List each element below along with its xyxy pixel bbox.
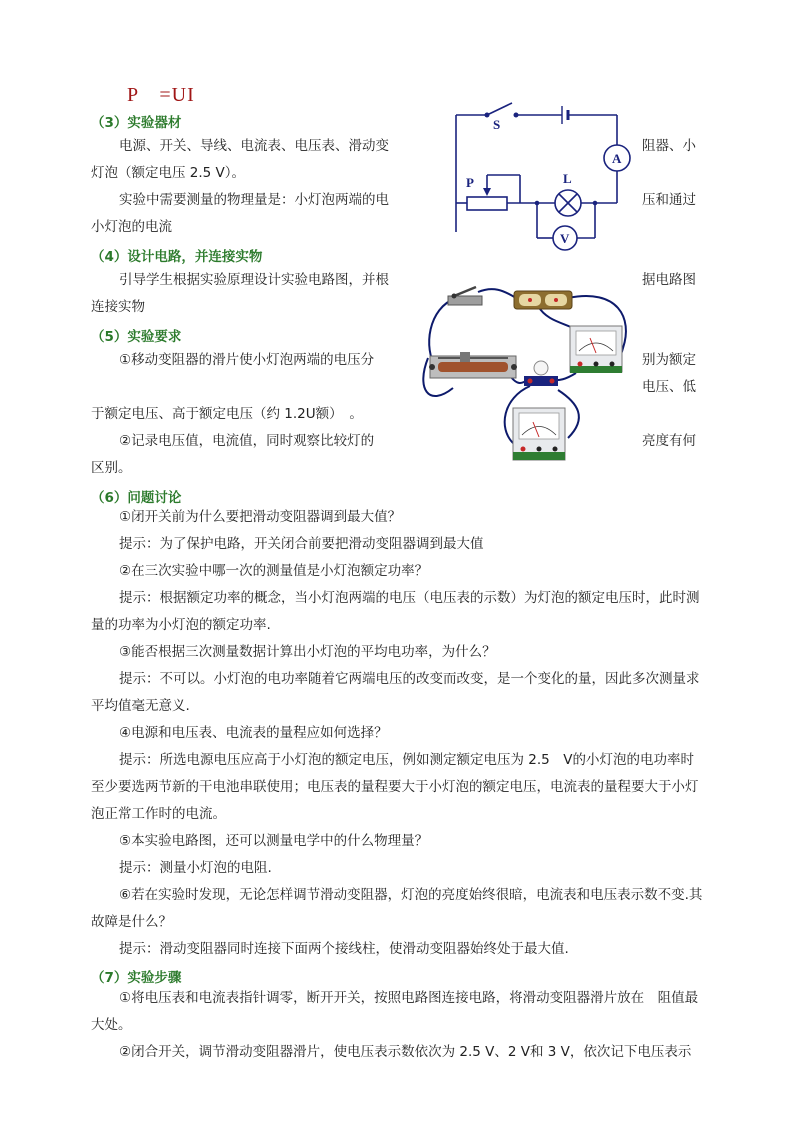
ammeter-label: A [612,151,622,166]
sec5-line-3: 于额定电压、高于额定电压（约 1.2U额） 。 [91,406,363,422]
sec3-line-1-right: 阻器、小 [642,138,696,154]
circuit-diagram [440,95,640,255]
sec3-line-4: 小灯泡的电流 [91,219,172,235]
lamp-label: L [563,171,572,186]
section-3-heading: （3）实验器材 [91,115,182,131]
sec4-line-1-right: 据电路图 [642,272,696,288]
sec5-line-2-right: 电压、低 [642,379,696,395]
switch-blade [487,103,512,115]
section-5-heading: （5）实验要求 [91,329,182,345]
sec3-line-3-right: 压和通过 [642,192,696,208]
answer-5: 提示：测量小灯泡的电阻. [119,860,272,876]
question-1: ①闭开关前为什么要把滑动变阻器调到最大值？ [119,509,402,525]
sec5-line-1-right: 别为额定 [642,352,696,368]
rheostat-symbol [467,197,507,210]
sec5-line-1: ①移动变阻器的滑片使小灯泡两端的电压分 [119,352,375,368]
sec5-line-4: ②记录电压值，电流值，同时观察比较灯的 [119,433,375,449]
sec5-line-4-right: 亮度有何 [642,433,696,449]
section-4-heading: （4）设计电路，并连接实物 [91,249,263,265]
sec3-line-2: 灯泡（额定电压 2.5 V）。 [91,165,246,181]
step-1: ①将电压表和电流表指针调零，断开开关，按照电路图连接电路，将滑动变阻器滑片放在 阻值最大处。 [91,990,699,1033]
step-2: ②闭合开关，调节滑动变阻器滑片，使电压表示数依次为 2.5 V、2 V和 3 V，依次记下电压表示 [119,1044,692,1060]
apparatus-illustration [418,278,640,466]
answer-3: 提示：不可以。小灯泡的电功率随着它两端电压的改变而改变，是一个变化的量，因此多次测量求平均值毫无意义. [91,671,700,714]
answer-4: 提示：所选电源电压应高于小灯泡的额定电压，例如测定额定电压为 2.5 V的小灯泡的电功率时至少要选两节新的干电池串联使用；电压表的量程要大于小灯泡的额定电压，电流表的量程要大于小灯泡正常工作时的电流。 [91,752,699,822]
power-formula: P =UI [127,84,195,106]
rheostat-label: P [466,175,474,190]
question-2: ②在三次实验中哪一次的测量值是小灯泡额定功率？ [119,563,429,579]
sec3-line-3: 实验中需要测量的物理量是：小灯泡两端的电 [119,192,389,208]
section-7-heading: （7）实验步骤 [91,970,182,986]
slider-arrow [483,188,491,196]
battery-illustration [514,291,572,309]
section-6-heading: （6）问题讨论 [91,490,182,506]
answer-2: 提示：根据额定功率的概念，当小灯泡两端的电压（电压表的示数）为灯泡的额定电压时，此时测量的功率为小灯泡的额定功率. [91,590,700,633]
question-5: ⑤本实验电路图，还可以测量电学中的什么物理量？ [119,833,429,849]
sec4-line-1: 引导学生根据实验原理设计实验电路图，并根 [119,272,389,288]
sec3-line-1: 电源、开关、导线、电流表、电压表、滑动变 [119,138,389,154]
sec4-line-2: 连接实物 [91,299,145,315]
voltmeter-illustration [513,408,565,460]
rheostat-illustration [429,352,517,378]
question-3: ③能否根据三次测量数据计算出小灯泡的平均电功率，为什么？ [119,644,496,660]
lamp-illustration [524,361,558,386]
voltmeter-label: V [560,231,570,246]
sec5-line-5: 区别。 [91,460,132,476]
switch-illustration [448,287,482,305]
switch-label: S [493,117,501,132]
answer-1: 提示：为了保护电路，开关闭合前要把滑动变阻器调到最大值 [119,536,484,552]
ammeter-illustration [570,326,622,373]
question-4: ④电源和电压表、电流表的量程应如何选择？ [119,725,388,741]
answer-6: 提示：滑动变阻器同时连接下面两个接线柱，使滑动变阻器始终处于最大值. [119,941,569,957]
question-6: ⑥若在实验时发现，无论怎样调节滑动变阻器，灯泡的亮度始终很暗，电流表和电压表示数不变.其故障是什么？ [91,887,703,930]
